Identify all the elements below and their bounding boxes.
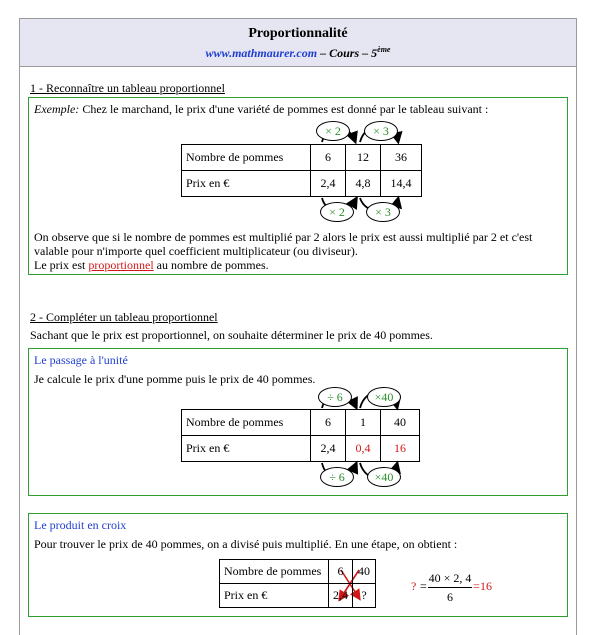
observation-line-2: valable pour n'importe quel coefficient multiplicateur (ou diviseur). bbox=[34, 244, 358, 258]
cell: 14,4 bbox=[381, 171, 422, 197]
cell: 2,4 bbox=[329, 584, 353, 608]
section-1-heading: 1 - Reconnaître un tableau proportionnel bbox=[30, 81, 225, 95]
table-cross bbox=[219, 559, 376, 608]
example-label: Exemple: bbox=[34, 102, 80, 116]
cell: 2,4 bbox=[311, 436, 346, 462]
observation-line-1: On observe que si le nombre de pommes est multiplié par 2 alors le prix est aussi multiplié par 2 et c'est bbox=[34, 230, 533, 244]
cell: 36 bbox=[381, 145, 422, 171]
op-times-2-bottom: × 2 bbox=[320, 202, 354, 222]
table-row bbox=[182, 410, 420, 436]
conclusion-pre: Le prix est bbox=[34, 258, 89, 272]
row-label: Prix en € bbox=[182, 436, 311, 462]
op-times-2-top: × 2 bbox=[316, 121, 350, 141]
cell: 12 bbox=[346, 145, 381, 171]
formula-result: 16 bbox=[480, 579, 492, 593]
cell-answer: 0,4 bbox=[346, 436, 381, 462]
row-label: Prix en € bbox=[220, 584, 329, 608]
cross-product-title: Le produit en croix bbox=[34, 518, 127, 532]
table-unit bbox=[181, 409, 420, 462]
cell: 2,4 bbox=[311, 171, 346, 197]
op-times-3-bottom: × 3 bbox=[366, 202, 400, 222]
formula-eq2: = bbox=[473, 579, 480, 593]
fraction-bar bbox=[428, 587, 472, 588]
row-label: Prix en € bbox=[182, 171, 311, 197]
row-label: Nombre de pommes bbox=[182, 145, 311, 171]
cell: 1 bbox=[346, 410, 381, 436]
keyword-proportionnel: proportionnel bbox=[88, 258, 154, 272]
example-text: Chez le marchand, le prix d'une variété de pommes est donné par le tableau suivant : bbox=[79, 102, 489, 116]
op-times-40-bottom: ×40 bbox=[367, 467, 401, 487]
formula-numerator: 40 × 2, 4 bbox=[428, 571, 472, 585]
conclusion-line bbox=[34, 258, 269, 273]
formula-lhs: ? bbox=[411, 579, 417, 593]
page-title: Proportionnalité bbox=[248, 26, 348, 41]
cell: 40 bbox=[381, 410, 420, 436]
cell-unknown: ? bbox=[353, 584, 376, 608]
section-2-intro: Sachant que le prix est proportionnel, on souhaite déterminer le prix de 40 pommes. bbox=[30, 328, 433, 342]
table-row bbox=[220, 560, 376, 584]
formula-eq: = bbox=[420, 579, 427, 593]
row-label: Nombre de pommes bbox=[182, 410, 311, 436]
cell: 6 bbox=[311, 145, 346, 171]
cell: 6 bbox=[329, 560, 353, 584]
formula-denominator: 6 bbox=[447, 590, 453, 604]
cell-answer: 16 bbox=[381, 436, 420, 462]
op-divide-6-bottom: ÷ 6 bbox=[320, 467, 354, 487]
course-label: – Cours – 5 bbox=[317, 46, 378, 60]
table-row bbox=[220, 584, 376, 608]
table-row bbox=[182, 436, 420, 462]
cell: 40 bbox=[353, 560, 376, 584]
unit-method-text: Je calcule le prix d'une pomme puis le prix de 40 pommes. bbox=[34, 372, 316, 386]
op-times-40-top: ×40 bbox=[367, 387, 401, 407]
op-divide-6-top: ÷ 6 bbox=[318, 387, 352, 407]
op-times-3-top: × 3 bbox=[364, 121, 398, 141]
conclusion-post: au nombre de pommes. bbox=[153, 258, 269, 272]
cell: 4,8 bbox=[346, 171, 381, 197]
row-label: Nombre de pommes bbox=[220, 560, 329, 584]
unit-method-title: Le passage à l'unité bbox=[34, 353, 128, 367]
site-link[interactable]: www.mathmaurer.com bbox=[205, 46, 318, 60]
cross-product-text: Pour trouver le prix de 40 pommes, on a divisé puis multiplié. En une étape, on obtient : bbox=[34, 537, 458, 551]
cell: 6 bbox=[311, 410, 346, 436]
section-2-heading: 2 - Compléter un tableau proportionnel bbox=[30, 310, 218, 324]
course-level-sup: ème bbox=[377, 45, 391, 54]
